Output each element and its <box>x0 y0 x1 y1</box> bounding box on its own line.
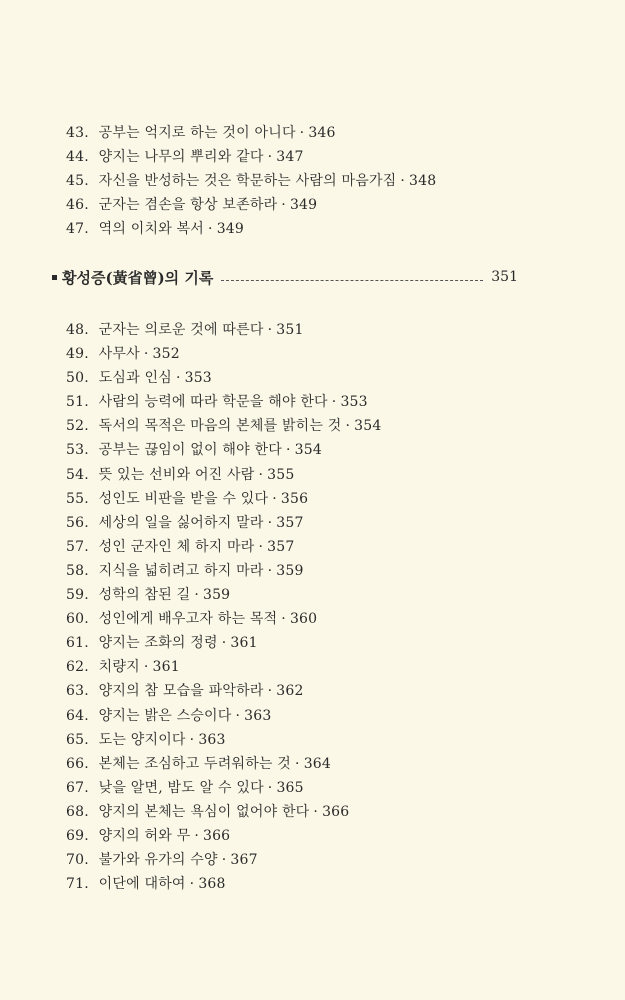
entry-number: 64. <box>66 707 89 724</box>
entry-number: 51. <box>66 394 89 411</box>
entry-number: 52. <box>66 418 89 435</box>
entry-number: 69. <box>66 827 89 844</box>
toc-entry <box>66 824 536 848</box>
entry-title: 도는 양지이다 <box>98 731 186 748</box>
toc-entry <box>66 704 536 728</box>
entry-separator: · <box>267 322 273 338</box>
toc-entry <box>66 559 536 583</box>
entry-page: 363 <box>244 707 272 724</box>
entry-title: 양지는 나무의 뿌리와 같다 <box>98 149 264 166</box>
toc-entry <box>66 848 536 872</box>
entry-page: 366 <box>322 803 350 820</box>
entry-page: 349 <box>216 221 245 238</box>
entry-page: 347 <box>276 149 304 166</box>
entry-number: 66. <box>66 755 89 772</box>
entry-separator: · <box>143 346 149 363</box>
toc-entry <box>66 728 536 752</box>
entry-title: 양지는 밝은 스승이다 <box>98 707 232 724</box>
entry-title: 이단에 대하여 <box>98 876 186 893</box>
entry-page: 359 <box>276 562 304 579</box>
toc-entry <box>66 679 536 703</box>
toc-list-first <box>66 121 536 241</box>
entry-page: 368 <box>198 876 226 893</box>
entry-title: 군자는 겸손을 항상 보존하라 <box>98 197 278 214</box>
entry-number: 48. <box>66 322 89 338</box>
entry-separator: · <box>400 173 406 190</box>
entry-page: 349 <box>289 197 318 214</box>
entry-number: 43. <box>66 125 89 141</box>
dotted-leader <box>221 279 483 281</box>
entry-number: 65. <box>66 731 89 748</box>
entry-separator: · <box>295 755 300 772</box>
toc-entry <box>66 800 536 824</box>
entry-number: 50. <box>66 370 89 387</box>
entry-separator: · <box>221 635 227 652</box>
toc-entry <box>66 193 536 217</box>
entry-title: 성인에게 배우고자 하는 목적 <box>98 611 278 628</box>
toc-entry <box>66 535 536 559</box>
toc-entry <box>66 169 536 193</box>
entry-number: 47. <box>66 221 89 238</box>
entry-number: 68. <box>66 803 89 820</box>
entry-number: 57. <box>66 538 89 555</box>
entry-separator: · <box>258 466 264 483</box>
entry-number: 46. <box>66 197 89 214</box>
entry-separator: · <box>281 611 286 628</box>
entry-separator: · <box>175 370 181 387</box>
toc-entry <box>66 414 536 438</box>
entry-separator: · <box>267 683 273 700</box>
entry-number: 44. <box>66 149 89 166</box>
entry-number: 58. <box>66 562 89 579</box>
entry-page: 356 <box>280 490 309 507</box>
entry-number: 55. <box>66 490 89 507</box>
entry-number: 67. <box>66 779 89 796</box>
entry-number: 49. <box>66 346 89 363</box>
entry-page: 367 <box>230 852 258 869</box>
entry-page: 361 <box>152 659 180 676</box>
entry-page: 357 <box>276 514 304 531</box>
entry-page: 361 <box>230 635 258 652</box>
toc-list-second <box>66 318 536 896</box>
entry-title: 양지는 조화의 정령 <box>98 635 218 652</box>
entry-title: 독서의 목적은 마음의 본체를 밝히는 것 <box>98 418 342 435</box>
entry-page: 351 <box>276 322 304 338</box>
toc-entry <box>66 583 536 607</box>
entry-page: 354 <box>354 418 382 435</box>
section-heading <box>52 263 518 291</box>
entry-page: 353 <box>340 394 368 411</box>
toc-entry <box>66 872 536 896</box>
entry-number: 45. <box>66 173 89 190</box>
entry-separator: · <box>331 394 337 411</box>
entry-separator: · <box>235 707 241 724</box>
entry-page: 364 <box>303 755 332 772</box>
entry-title: 치량지 <box>98 659 140 676</box>
entry-separator: · <box>299 125 305 141</box>
entry-page: 348 <box>409 173 437 190</box>
entry-number: 56. <box>66 514 89 531</box>
entry-title: 양지의 본체는 욕심이 없어야 한다 <box>98 803 310 820</box>
entry-number: 60. <box>66 611 89 628</box>
entry-separator: · <box>208 221 213 238</box>
toc-entry <box>66 752 536 776</box>
entry-title: 성인도 비판을 받을 수 있다 <box>98 490 269 507</box>
entry-title: 낮을 알면, 밤도 알 수 있다 <box>98 779 264 796</box>
toc-entry <box>66 318 536 342</box>
entry-separator: · <box>267 562 273 579</box>
entry-title: 사람의 능력에 따라 학문을 해야 한다 <box>98 394 328 411</box>
entry-page: 355 <box>267 466 295 483</box>
entry-page: 353 <box>184 370 212 387</box>
entry-separator: · <box>189 876 195 893</box>
toc-entry <box>66 607 536 631</box>
entry-separator: · <box>221 852 227 869</box>
entry-page: 352 <box>152 346 180 363</box>
entry-number: 54. <box>66 466 89 483</box>
toc-entry <box>66 776 536 800</box>
entry-page: 357 <box>267 538 295 555</box>
toc-entry <box>66 366 536 390</box>
entry-title: 역의 이치와 복서 <box>98 221 205 238</box>
entry-page: 346 <box>308 125 336 141</box>
section-title: 황성증(黃省曾)의 기록 <box>62 268 214 287</box>
entry-separator: · <box>194 587 199 604</box>
section-page: 351 <box>491 269 518 285</box>
toc-entry <box>66 511 536 535</box>
entry-title: 양지의 참 모습을 파악하라 <box>98 683 264 700</box>
toc-entry <box>66 217 536 241</box>
entry-number: 63. <box>66 683 89 700</box>
entry-separator: · <box>267 779 273 796</box>
entry-number: 70. <box>66 852 89 869</box>
entry-page: 365 <box>276 779 304 796</box>
entry-page: 363 <box>198 731 226 748</box>
entry-separator: · <box>194 827 199 844</box>
entry-title: 군자는 의로운 것에 따른다 <box>98 322 264 338</box>
entry-page: 360 <box>289 611 318 628</box>
entry-page: 354 <box>294 442 322 459</box>
entry-title: 본체는 조심하고 두려워하는 것 <box>98 755 292 772</box>
toc-entry <box>66 655 536 679</box>
entry-number: 62. <box>66 659 89 676</box>
toc-entry <box>66 487 536 511</box>
entry-title: 사무사 <box>98 346 140 363</box>
entry-number: 71. <box>66 876 89 893</box>
entry-separator: · <box>189 731 195 748</box>
entry-title: 자신을 반성하는 것은 학문하는 사람의 마음가짐 <box>98 173 397 190</box>
entry-title: 뜻 있는 선비와 어진 사람 <box>98 466 255 483</box>
entry-page: 359 <box>202 587 231 604</box>
entry-title: 불가와 유가의 수양 <box>98 852 218 869</box>
entry-separator: · <box>345 418 351 435</box>
section-bullet <box>52 275 57 280</box>
entry-title: 공부는 억지로 하는 것이 아니다 <box>98 125 296 141</box>
toc-entry <box>66 438 536 462</box>
toc-entry <box>66 342 536 366</box>
entry-number: 59. <box>66 587 89 604</box>
entry-title: 공부는 끊임이 없이 해야 한다 <box>98 442 282 459</box>
toc-entry <box>66 121 536 145</box>
entry-title: 양지의 허와 무 <box>98 827 191 844</box>
entry-page: 366 <box>202 827 231 844</box>
entry-separator: · <box>258 538 264 555</box>
entry-title: 지식을 넓히려고 하지 마라 <box>98 562 264 579</box>
entry-number: 53. <box>66 442 89 459</box>
entry-number: 61. <box>66 635 89 652</box>
entry-separator: · <box>267 514 273 531</box>
entry-separator: · <box>267 149 273 166</box>
toc-entry <box>66 390 536 414</box>
toc-entry <box>66 145 536 169</box>
entry-title: 성학의 참된 길 <box>98 587 191 604</box>
toc-entry <box>66 631 536 655</box>
toc-entry <box>66 463 536 487</box>
entry-separator: · <box>313 803 319 820</box>
entry-separator: · <box>143 659 149 676</box>
entry-separator: · <box>272 490 277 507</box>
entry-page: 362 <box>276 683 304 700</box>
entry-title: 도심과 인심 <box>98 370 172 387</box>
entry-title: 성인 군자인 체 하지 마라 <box>98 538 255 555</box>
entry-separator: · <box>285 442 291 459</box>
entry-separator: · <box>281 197 286 214</box>
entry-title: 세상의 일을 싫어하지 말라 <box>98 514 264 531</box>
